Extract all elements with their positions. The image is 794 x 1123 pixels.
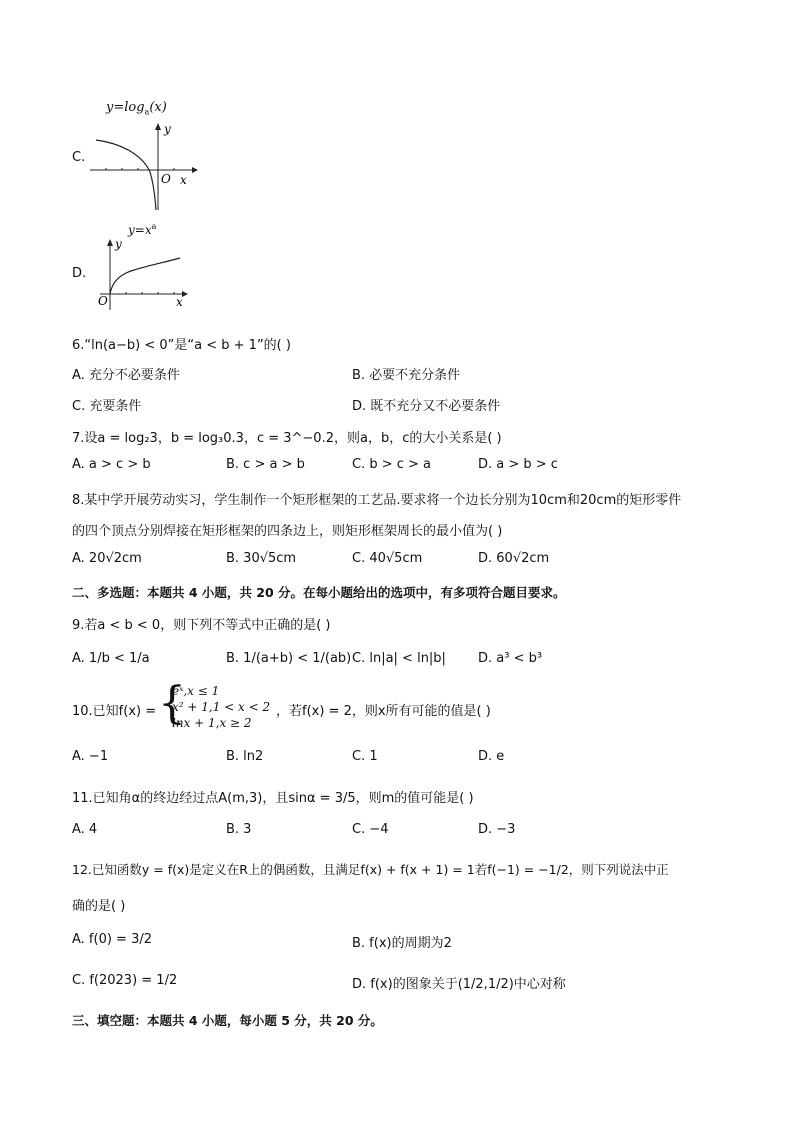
- figure-d-power-graph: [90, 236, 190, 312]
- q9-stem: 9.若a < b < 0，则下列不等式中正确的是( ): [72, 618, 331, 633]
- q8-stem-line1: 8.某中学开展劳动实习，学生制作一个矩形框架的工艺品.要求将一个边长分别为10cm和20cm的矩形零件: [72, 493, 682, 508]
- figure-d-x-label: x: [176, 295, 183, 309]
- q11-option-c: C. −4: [352, 822, 389, 837]
- q12-option-d: D. f(x)的图象关于(1/2,1/2)中心对称: [352, 977, 566, 992]
- figure-c-y-label: y: [164, 122, 171, 136]
- q7-option-a: A. a > c > b: [72, 457, 151, 472]
- figure-d-y-label: y: [115, 237, 122, 251]
- q10-case-3: lnx + 1,x ≥ 2: [172, 716, 252, 730]
- q9-option-a: A. 1/b < 1/a: [72, 651, 150, 666]
- option-c-label: C.: [72, 150, 86, 165]
- q6-option-b: B. 必要不充分条件: [352, 368, 461, 383]
- q12-stem-line1: 12.已知函数y = f(x)是定义在R上的偶函数，且满足f(x) + f(x + 1) = 1若f(−1) = −1/2，则下列说法中正: [72, 862, 669, 877]
- q6-option-a: A. 充分不必要条件: [72, 368, 180, 383]
- q12-option-a: A. f(0) = 3/2: [72, 932, 152, 947]
- q9-option-c: C. ln|a| < ln|b|: [352, 651, 446, 666]
- figure-c-origin-label: O: [161, 172, 171, 186]
- q11-option-b: B. 3: [226, 822, 252, 837]
- q6-stem: 6.“ln(a−b) < 0”是“a < b + 1”的( ): [72, 338, 291, 353]
- q7-option-b: B. c > a > b: [226, 457, 305, 472]
- q10-option-a: A. −1: [72, 749, 109, 764]
- q8-option-c: C. 40√5cm: [352, 551, 423, 566]
- q6-option-c: C. 充要条件: [72, 399, 142, 414]
- q6-option-d: D. 既不充分又不必要条件: [352, 399, 501, 414]
- q8-option-d: D. 60√2cm: [478, 551, 550, 566]
- q9-option-b: B. 1/(a+b) < 1/(ab): [226, 651, 352, 666]
- q10-option-c: C. 1: [352, 749, 378, 764]
- q11-stem: 11.已知角α的终边经过点A(m,3)，且sinα = 3/5，则m的值可能是( ): [72, 791, 474, 806]
- q8-stem-line2: 的四个顶点分别焊接在矩形框架的四条边上，则矩形框架周长的最小值为( ): [72, 524, 503, 539]
- q7-option-c: C. b > c > a: [352, 457, 432, 472]
- q11-option-d: D. −3: [478, 822, 516, 837]
- q10-case-2: x² + 1,1 < x < 2: [172, 700, 271, 714]
- q8-option-b: B. 30√5cm: [226, 551, 297, 566]
- figure-c-x-label: x: [180, 173, 187, 187]
- q10-option-b: B. ln2: [226, 749, 264, 764]
- figure-d-title: $y=x^a$: [128, 222, 157, 237]
- q11-option-a: A. 4: [72, 822, 98, 837]
- figure-d-origin-label: O: [98, 294, 108, 308]
- q7-stem: 7.设a = log₂3，b = log₃0.3，c = 3^−0.2，则a，b，c的大小关系是( ): [72, 431, 502, 446]
- q12-option-b: B. f(x)的周期为2: [352, 936, 452, 951]
- q10-case-1: eˣ,x ≤ 1: [172, 684, 220, 698]
- q9-option-d: D. a³ < b³: [478, 651, 543, 666]
- section-3-heading: 三、填空题：本题共 4 小题，每小题 5 分，共 20 分。: [72, 1013, 383, 1028]
- q10-suffix: ，若f(x) = 2，则x所有可能的值是( ): [276, 704, 491, 719]
- q10-brace: {: [158, 678, 186, 729]
- q12-stem-line2: 确的是( ): [72, 899, 126, 914]
- q8-option-a: A. 20√2cm: [72, 551, 142, 566]
- q10-option-d: D. e: [478, 749, 505, 764]
- q7-option-d: D. a > b > c: [478, 457, 558, 472]
- section-2-heading: 二、多选题：本题共 4 小题，共 20 分。在每小题给出的选项中，有多项符合题目要求。: [72, 585, 566, 600]
- q10-prefix: 10.已知f(x) =: [72, 704, 157, 719]
- option-d-label: D.: [72, 266, 87, 281]
- figure-c-log-graph: [86, 118, 198, 214]
- figure-c-title: $y=\log_a(x)$: [106, 100, 167, 117]
- q12-option-c: C. f(2023) = 1/2: [72, 973, 178, 988]
